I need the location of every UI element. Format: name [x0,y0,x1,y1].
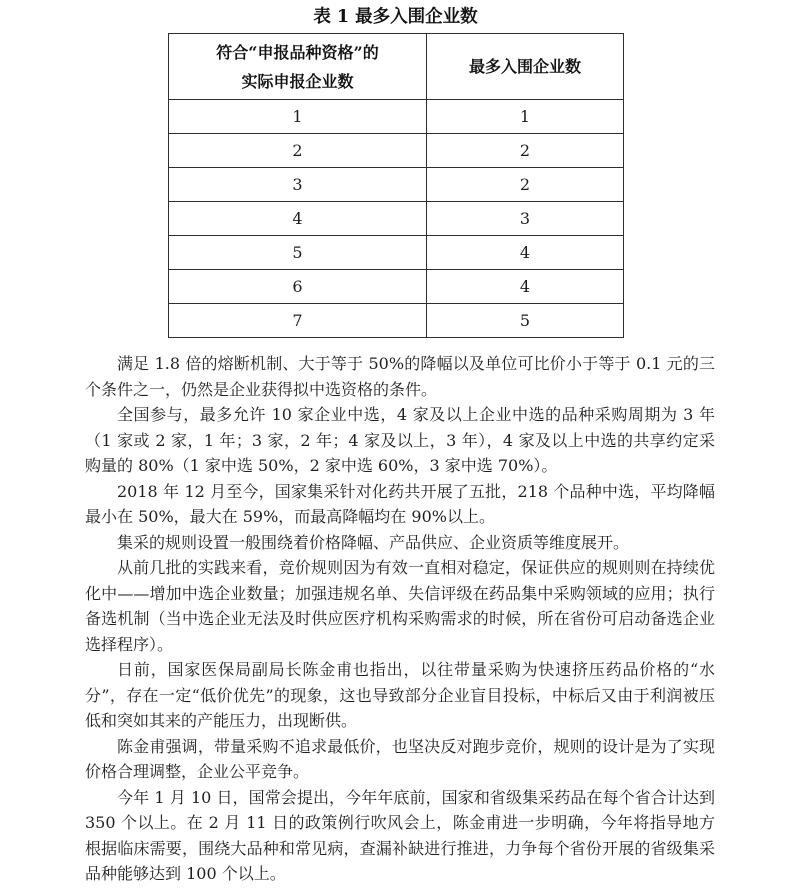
max-shortlist-table [168,33,624,338]
paragraph-this-year-targets: 今年 1 月 10 日，国常会提出，今年年底前，国家和省级集采药品在每个省合计达到 350 个以上。在 2 月 11 日的政策例行吹风会上，陈金甫进一步明确，今年将指导地方根据临床需要，围绕大品种和常见病，查漏补缺进行推进，力争每个省份开展的省级集采品种能够达到 100 个以上。 [85,787,715,883]
cell-declared: 7 [169,304,427,338]
table-row [169,236,624,270]
cell-declared: 1 [169,100,427,134]
cell-max: 1 [427,100,624,134]
table-row [169,168,624,202]
cell-declared: 2 [169,134,427,168]
paragraph-national-participation: 全国参与，最多允许 10 家企业中选，4 家及以上企业中选的品种采购周期为 3 年（1 家或 2 家，1 年；3 家，2 年；4 家及以上，3 年），4 家及以上中选的共享约定采购量的 80%（1 家中选 50%，2 家中选 60%，3 家中选 70%）。 [85,405,715,475]
cell-max: 5 [427,304,624,338]
cell-declared: 5 [169,236,427,270]
paragraph-fusing-mechanism: 满足 1.8 倍的熔断机制、大于等于 50%的降幅以及单位可比价小于等于 0.1 元的三个条件之一，仍然是企业获得拟中选资格的条件。 [85,354,715,399]
header-declared-line2: 实际申报企业数 [241,71,354,91]
cell-max: 3 [427,202,624,236]
cell-max: 4 [427,270,624,304]
table-title: 表 1 最多入围企业数 [313,7,478,27]
table-row [169,100,624,134]
table-row [169,134,624,168]
paragraph-rule-optimization: 从前几批的实践来看，竞价规则因为有效一直相对稳定，保证供应的规则则在持续优化中——增加中选企业数量；加强违规名单、失信评级在药品集中采购领域的应用；执行备选机制（当中选企业无法及时供应医疗机构采购需求的时候，所在省份可启动备选企业选择程序）。 [85,558,715,654]
table-row [169,202,624,236]
article-body [85,351,715,887]
cell-declared: 6 [169,270,427,304]
paragraph-rule-dimensions: 集采的规则设置一般围绕着价格降幅、产品供应、企业资质等维度展开。 [117,532,630,552]
cell-declared: 4 [169,202,427,236]
table-row [169,304,624,338]
table-header-row [169,34,624,100]
header-declared-line1: 符合“申报品种资格”的 [216,42,379,62]
header-declared-count [169,34,427,100]
cell-max: 2 [427,134,624,168]
header-max-shortlisted: 最多入围企业数 [427,34,624,100]
paragraph-2018-batches: 2018 年 12 月至今，国家集采针对化药共开展了五批，218 个品种中选，平均降幅最小在 50%，最大在 59%，而最高降幅均在 90%以上。 [85,481,715,526]
cell-max: 2 [427,168,624,202]
table-row [169,270,624,304]
paragraph-chenjinfu-pointed-out: 日前，国家医保局副局长陈金甫也指出，以往带量采购为快速挤压药品价格的“水分”，存在一定“低价优先”的现象，这也导致部分企业盲目投标，中标后又由于利润被压低和突如其来的产能压力，出现断供。 [85,660,715,730]
paragraph-chenjinfu-emphasized: 陈金甫强调，带量采购不追求最低价，也坚决反对跑步竞价，规则的设计是为了实现价格合理调整，企业公平竞争。 [85,736,715,781]
cell-declared: 3 [169,168,427,202]
cell-max: 4 [427,236,624,270]
table-block [168,0,623,338]
